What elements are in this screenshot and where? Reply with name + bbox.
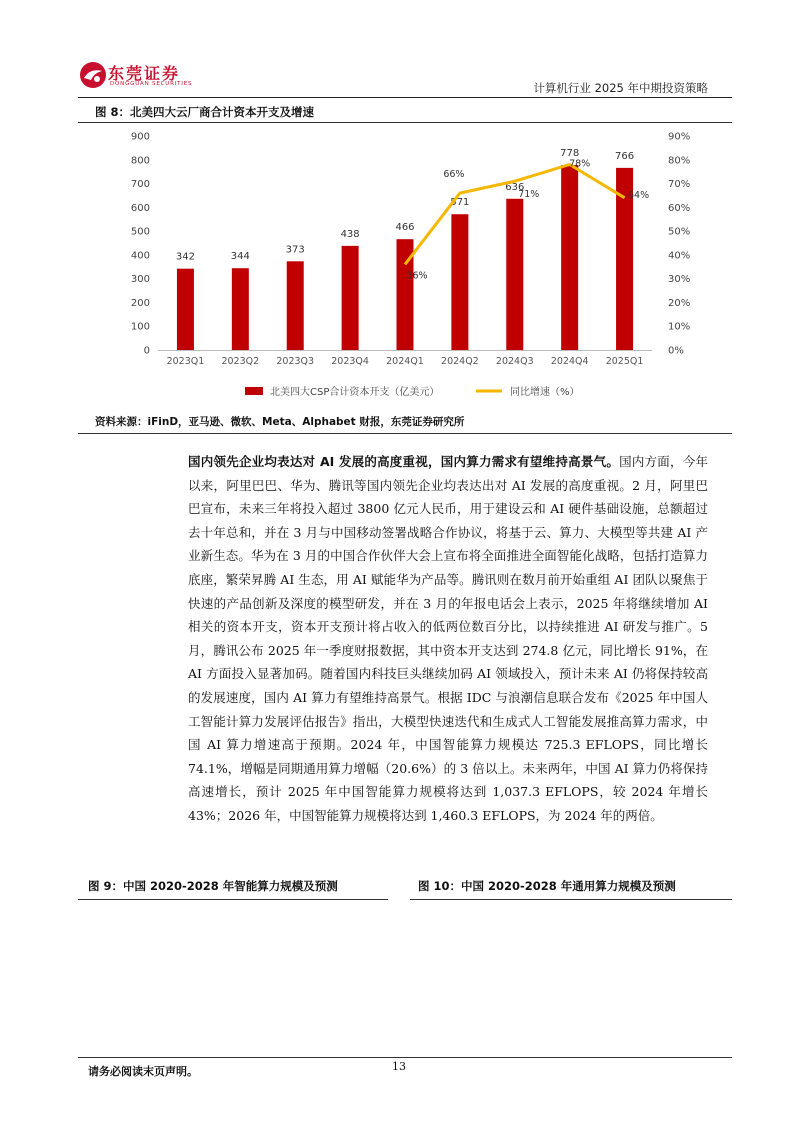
bar-2023Q3 <box>287 261 304 350</box>
legend-bar-label: 北美四大CSP合计资本开支（亿美元） <box>270 387 440 398</box>
bar-value-label: 466 <box>395 222 415 234</box>
bar-value-label: 342 <box>175 251 195 263</box>
brand-logo <box>78 58 193 92</box>
header-divider <box>78 97 732 98</box>
brand-name-en: DONGGUAN SECURITIES <box>110 81 193 87</box>
x-axis <box>158 351 652 368</box>
growth-value-label: 64% <box>627 189 650 201</box>
legend-bar-swatch <box>245 387 263 395</box>
source-divider <box>78 433 732 434</box>
y-left-tick-label: 400 <box>130 250 150 262</box>
y-left-tick-label: 200 <box>130 297 150 309</box>
bar-2023Q2 <box>232 268 249 350</box>
paragraph-text: 国内方面，今年以来，阿里巴巴、华为、腾讯等国内领先企业均表达出对 AI 发展的高度重视。2 月，阿里巴巴宣布，未来三年将投入超过 3800 亿元人民币，用于建设云和 AI 硬件基础设施，总额超过去十年总和，并在 3 月与中国移动签署战略合作协议，将基于云、算力、大模型等共建 AI 产业新生态。华为在 3 月的中国合作伙伴大会上宣布将全面推进全面智能化战略，包括打造算力底座，繁荣昇腾 AI 生态，用 AI 赋能华为产品等。腾讯则在数月前开始重组 AI 团队以聚焦于快速的产品创新及深度的模型研发，并在 3 月的年报电话会上表示，2025 年将继续增加 AI 相关的资本开支，资本开支预计将占收入的低两位数百分比，以持续推进 AI 研发与推广。5 月，腾讯公布 2025 年一季度财报数据，其中资本开支达到 274.8 亿元，同比增长 91%，在 AI 方面投入显著加码。随着国内科技巨头继续加码 AI 领域投入，预计未来 AI 仍将保持较高的发展速度，国内 AI 算力有望维持高景气。根据 IDC 与浪潮信息联合发布《2025 年中国人工智能计算力发展评估报告》指出，大模型快速迭代和生成式人工智能发展推高算力需求，中国 AI 算力增速高于预期。2024 年，中国智能算力规模达 725.3 EFLOPS，同比增长 74.1%，增幅是同期通用算力增幅（20.6%）的 3 倍以上。未来两年，中国 AI 算力仍将保持高速增长，预计 2025 年中国智能算力规模将达到 1,037.3 EFLOPS，较 2024 年增长 43%；2026 年，中国智能算力规模将达到 1,460.3 EFLOPS，为 2024 年的两倍。 <box>188 454 708 823</box>
brand-logo-icon <box>78 60 108 90</box>
legend-line-label: 同比增速（%） <box>510 387 580 398</box>
figure-10-title: 图 10：中国 2020-2028 年通用算力规模及预测 <box>418 879 676 893</box>
y-right-tick-label: 10% <box>668 321 691 333</box>
y-right-tick-label: 50% <box>668 226 691 238</box>
y-left-tick-label: 900 <box>130 131 150 143</box>
y-right-tick-label: 40% <box>668 250 691 262</box>
x-tick-label: 2023Q4 <box>331 356 369 367</box>
growth-value-label: 66% <box>443 169 465 181</box>
x-tick-label: 2023Q1 <box>166 356 205 367</box>
bar-value-label: 778 <box>560 148 580 160</box>
bar-2024Q2 <box>451 214 468 350</box>
growth-value-label: 78% <box>569 158 591 170</box>
footer-divider <box>78 1057 732 1058</box>
y-right-tick-label: 60% <box>668 202 691 214</box>
chart-legend <box>245 385 580 398</box>
page-number: 13 <box>392 1060 406 1073</box>
y-axis-right <box>668 132 690 357</box>
y-right-tick-label: 70% <box>668 179 691 191</box>
x-tick-label: 2024Q1 <box>386 356 424 367</box>
bar-value-label: 571 <box>450 197 470 209</box>
y-left-tick-label: 0 <box>143 345 150 357</box>
body-paragraph <box>188 450 708 828</box>
bar-2023Q1 <box>177 269 194 350</box>
capex-chart <box>78 122 732 408</box>
y-left-tick-label: 500 <box>130 226 150 238</box>
report-title: 计算机行业 2025 年中期投资策略 <box>533 81 708 95</box>
bar-2024Q4 <box>561 165 578 350</box>
bar-value-label: 766 <box>615 150 635 162</box>
x-tick-label: 2023Q3 <box>276 356 315 367</box>
y-left-tick-label: 300 <box>130 274 150 286</box>
y-left-tick-label: 700 <box>130 179 150 191</box>
y-right-tick-label: 90% <box>668 131 691 143</box>
bar-value-label: 373 <box>285 244 305 256</box>
growth-value-label: 36% <box>406 270 428 282</box>
bar-2024Q3 <box>506 199 523 350</box>
growth-value-label: 71% <box>518 189 540 201</box>
y-right-tick-label: 20% <box>668 297 691 309</box>
y-left-tick-label: 800 <box>130 155 150 167</box>
figure-8-title: 图 8：北美四大云厂商合计资本开支及增速 <box>95 105 315 119</box>
disclaimer-note: 请务必阅读末页声明。 <box>88 1065 198 1078</box>
y-left-tick-label: 600 <box>130 202 150 214</box>
figure-9-title-divider <box>78 899 388 900</box>
y-right-tick-label: 0% <box>668 345 684 357</box>
x-tick-label: 2024Q2 <box>441 356 479 367</box>
brand-name-cn: 东莞证券 <box>108 64 181 83</box>
figure-9-title: 图 9：中国 2020-2028 年智能算力规模及预测 <box>88 879 338 893</box>
figure-10-title-divider <box>410 899 732 900</box>
bar-value-label: 344 <box>230 251 250 263</box>
y-left-tick-label: 100 <box>130 321 150 333</box>
x-tick-label: 2023Q2 <box>221 356 260 367</box>
bar-2023Q4 <box>342 246 359 350</box>
figure-8-source: 资料来源：iFinD，亚马逊、微软、Meta、Alphabet 财报，东莞证券研究所 <box>95 416 465 428</box>
bar-value-label: 438 <box>340 228 360 240</box>
x-tick-label: 2024Q3 <box>495 356 534 367</box>
bar-value-label: 636 <box>505 181 525 193</box>
y-right-tick-label: 30% <box>668 274 691 286</box>
paragraph-lead: 国内领先企业均表达对 AI 发展的高度重视，国内算力需求有望维持高景气。 <box>188 454 620 469</box>
y-axis-left <box>131 132 150 357</box>
x-tick-label: 2025Q1 <box>605 356 644 367</box>
y-right-tick-label: 80% <box>668 155 691 167</box>
x-tick-label: 2024Q4 <box>550 356 589 367</box>
